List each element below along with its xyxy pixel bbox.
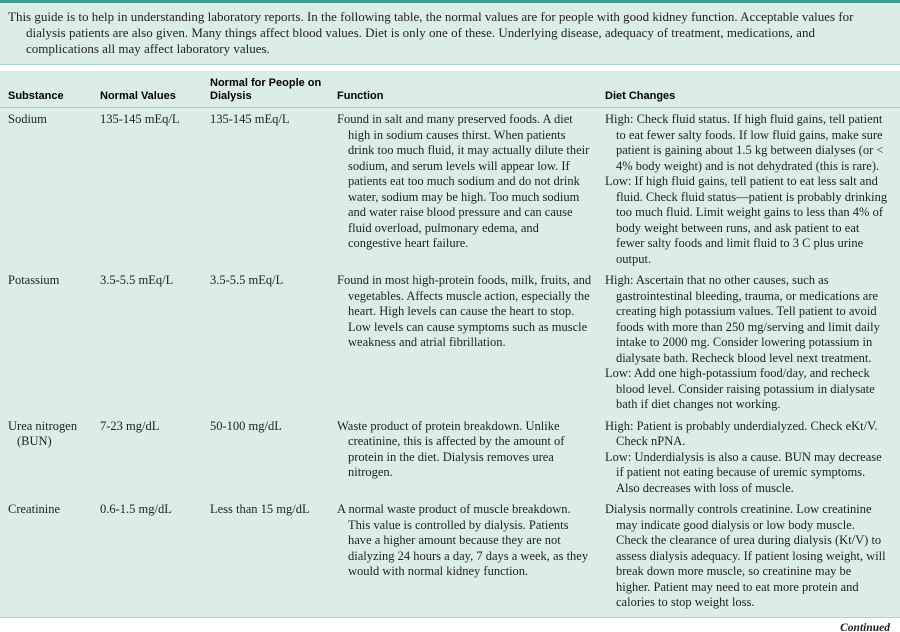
diet-change-paragraph: Low: If high fluid gains, tell patient to eat less salt and fluid. Check fluid status—patient is probably drinking too much fluid. Limit weight gains to less than 4% of body weight between runs, and ask patient to eat fewer salty foods and limit fluid to 3 C plus urine output. xyxy=(605,174,888,266)
column-header-substance: Substance xyxy=(8,90,64,102)
cell-function xyxy=(337,112,605,267)
diet-change-paragraph: Dialysis normally controls creatinine. Low creatinine may indicate good dialysis or low body muscle. Check the clearance of urea during dialysis (Kt/V) to assess dialysis adequacy. If patient losing weight, will break down more muscle, so creatinine may be higher. Patient may need to eat more protein and calories to stop weight loss. xyxy=(605,502,886,609)
cell-substance: Potassium xyxy=(8,273,60,287)
diet-change-paragraph: Low: Add one high-potassium food/day, and recheck blood level. Consider raising potassium in dialysate bath if diet changes not working. xyxy=(605,366,875,411)
cell-normal-values: 3.5-5.5 mEq/L xyxy=(100,273,174,287)
cell-function xyxy=(337,419,605,497)
diet-change-paragraph: High: Ascertain that no other causes, such as gastrointestinal bleeding, trauma, or medications are creating high potassium values. Tell patient to avoid foods with more than 250 mg/serving and limit daily intake to 2000 mg. Consider lowering potassium in dialysate bath. Recheck blood level next treatment. xyxy=(605,273,880,365)
cell-diet-changes xyxy=(605,502,900,611)
column-header-diet-changes: Diet Changes xyxy=(605,90,676,102)
table-header-row xyxy=(0,71,900,108)
function-text: Found in salt and many preserved foods. A diet high in sodium causes thirst. When patients drink too much fluid, it may actually dilute their sodium, and serum levels will appear low. If patients eat too much sodium and do not drink water, sodium may be high. Too much sodium and water raise blood pressure and can cause fluid overload, pulmonary edema, and congestive heart failure. xyxy=(337,112,590,250)
function-text: A normal waste product of muscle breakdown. This value is controlled by dialysis. Patients have a higher amount because they are not dialyzing 24 hours a day, 7 days a week, as they would with normal kidney function. xyxy=(337,502,589,578)
diet-change-paragraph: Low: Underdialysis is also a cause. BUN may decrease if patient not eating because of uremic symptoms. Also decreases with loss of muscle. xyxy=(605,449,882,495)
cell-normal-dialysis: 135-145 mEq/L xyxy=(210,112,290,126)
column-header-normal-values: Normal Values xyxy=(100,90,176,102)
table-body xyxy=(0,108,900,611)
column-header-normal-dialysis: Normal for People on Dialysis xyxy=(210,77,322,102)
diet-change-paragraph: High: Patient is probably underdialyzed. Check eKt/V. Check nPNA. xyxy=(605,418,878,448)
lab-values-table xyxy=(0,71,900,618)
continued-label: Continued xyxy=(840,621,890,632)
intro-note: This guide is to help in understanding laboratory reports. In the following table, the normal values are for people with good kidney function. Acceptable values for dialysis patients are also given. Many things affect blood values. Diet is only one of these. Underlying disease, adequacy of treatment, medications, and complications all may affect laboratory values. xyxy=(0,3,900,65)
cell-normal-dialysis: 3.5-5.5 mEq/L xyxy=(210,273,284,287)
cell-normal-dialysis: Less than 15 mg/dL xyxy=(210,502,310,516)
cell-diet-changes xyxy=(605,112,900,267)
cell-normal-values: 0.6-1.5 mg/dL xyxy=(100,502,172,516)
cell-diet-changes xyxy=(605,419,900,497)
table-row xyxy=(0,419,900,497)
cell-substance: Urea nitrogen (BUN) xyxy=(8,418,78,448)
cell-substance: Sodium xyxy=(8,112,47,126)
diet-change-paragraph: High: Check fluid status. If high fluid gains, tell patient to eat fewer salty foods. If low fluid gains, make sure patient is gaining about 1.5 kg between dialyses (or < 4% body weight) and is not dehydrated (this is rare). xyxy=(605,112,884,173)
column-header-function: Function xyxy=(337,90,384,102)
cell-normal-dialysis: 50-100 mg/dL xyxy=(210,418,282,433)
table-footer xyxy=(0,618,900,632)
function-text: Waste product of protein breakdown. Unlike creatinine, this is affected by the amount of protein in the diet. Dialysis removes urea nitrogen. xyxy=(337,418,565,479)
table-row xyxy=(0,502,900,611)
cell-normal-values: 135-145 mEq/L xyxy=(100,112,180,126)
cell-function xyxy=(337,273,605,413)
function-text: Found in most high-protein foods, milk, fruits, and vegetables. Affects muscle action, especially the heart. High levels can cause the heart to stop. Low levels can cause symptoms such as muscle weakness and atrial fibrillation. xyxy=(337,273,592,349)
cell-substance: Creatinine xyxy=(8,502,61,516)
cell-normal-values: 7-23 mg/dL xyxy=(100,418,160,433)
table-row xyxy=(0,112,900,267)
table-row xyxy=(0,273,900,413)
cell-diet-changes xyxy=(605,273,900,413)
cell-function xyxy=(337,502,605,611)
